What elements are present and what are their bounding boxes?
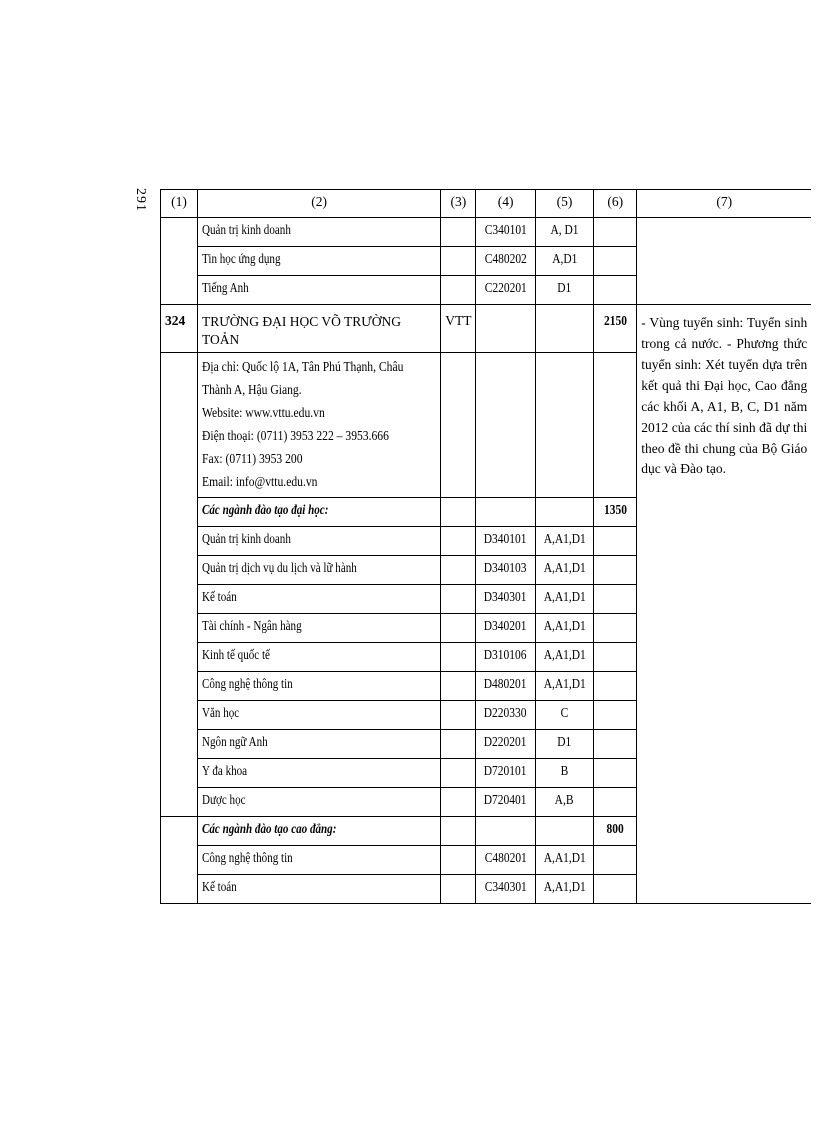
major-code: D340201	[484, 618, 527, 634]
school-row	[161, 305, 812, 353]
major-code: D340301	[484, 589, 527, 605]
header-col-5: (5)	[535, 190, 594, 218]
major-code: C340101	[484, 222, 527, 237]
major-code: C340301	[484, 879, 527, 895]
website-text: Website: www.vttu.edu.vn	[202, 405, 325, 421]
header-col-3: (3)	[441, 190, 476, 218]
subject-group: D1	[557, 280, 572, 295]
major-code: D220330	[484, 705, 527, 721]
school-quota: 2150	[603, 313, 627, 328]
admissions-table	[160, 189, 811, 904]
table-header-row	[161, 190, 812, 218]
email-text: Email: info@vttu.edu.vn	[202, 474, 318, 490]
address-line: Thành A, Hậu Giang.	[202, 382, 302, 398]
subject-group: A, D1	[550, 222, 579, 237]
major-name: Công nghệ thông tin	[202, 676, 293, 692]
major-name: Quản trị kinh doanh	[202, 222, 291, 237]
university-section-title: Các ngành đào tạo đại học:	[202, 502, 329, 518]
college-quota: 800	[606, 821, 624, 837]
subject-group: A,A1,D1	[543, 618, 586, 634]
header-col-4: (4)	[476, 190, 535, 218]
major-code: C480202	[484, 251, 527, 266]
major-code: D340103	[484, 560, 527, 576]
subject-group: A,A1,D1	[543, 676, 586, 692]
blank-cell	[637, 218, 812, 305]
subject-group: D1	[557, 734, 572, 750]
subject-group: A,A1,D1	[543, 589, 586, 605]
subject-group: A,A1,D1	[543, 850, 586, 866]
major-name: Tài chính - Ngân hàng	[202, 618, 302, 634]
blank-cell	[161, 353, 198, 817]
blank-cell	[161, 218, 198, 305]
major-code: D720101	[484, 763, 527, 779]
school-name: TRƯỜNG ĐẠI HỌC VÕ TRƯỜNG TOẢN	[202, 314, 401, 348]
major-code: D720401	[484, 792, 527, 808]
blank-cell	[161, 817, 198, 904]
major-name: Quản trị kinh doanh	[202, 531, 291, 547]
subject-group: A,A1,D1	[543, 560, 586, 576]
major-name: Kế toán	[202, 879, 237, 895]
subject-group: C	[560, 705, 569, 721]
major-name: Tiếng Anh	[202, 280, 249, 295]
major-name: Quản trị dịch vụ du lịch và lữ hành	[202, 560, 357, 576]
subject-group: B	[560, 763, 569, 779]
header-col-2: (2)	[198, 190, 441, 218]
major-name: Văn học	[202, 705, 240, 721]
major-name: Tin học ứng dụng	[202, 251, 281, 266]
subject-group: A,B	[555, 792, 574, 808]
major-name: Kế toán	[202, 589, 237, 605]
university-quota: 1350	[603, 502, 627, 518]
page-number: 291	[133, 188, 148, 212]
major-name: Kinh tế quốc tế	[202, 647, 270, 663]
major-code: D220201	[484, 734, 527, 750]
address-line: Địa chỉ: Quốc lộ 1A, Tân Phú Thạnh, Châu	[202, 359, 404, 375]
header-col-7: (7)	[637, 190, 812, 218]
table-row	[161, 218, 812, 247]
school-symbol: VTT	[441, 305, 476, 353]
school-number: 324	[161, 305, 198, 353]
major-code: C220201	[484, 280, 527, 295]
subject-group: A,A1,D1	[543, 647, 586, 663]
subject-group: A,A1,D1	[543, 531, 586, 547]
major-code: D480201	[484, 676, 527, 692]
header-col-6: (6)	[594, 190, 637, 218]
major-code: C480201	[484, 850, 527, 866]
major-code: D340101	[484, 531, 527, 547]
major-name: Công nghệ thông tin	[202, 850, 293, 866]
major-name: Ngôn ngữ Anh	[202, 734, 268, 750]
major-name: Y đa khoa	[202, 763, 248, 779]
major-name: Dược học	[202, 792, 246, 808]
fax-text: Fax: (0711) 3953 200	[202, 451, 303, 467]
admission-note: - Vùng tuyển sinh: Tuyển sinh trong cả nước. - Phương thức tuyển sinh: Xét tuyển dựa trên kết quả thi Đại học, Cao đẳng các khối A, A1, B, C, D1 năm 2012 của các thí sinh đã dự thi theo đề thi chung của Bộ Giáo dục và Đào tạo.	[641, 315, 808, 477]
college-section-title: Các ngành đào tạo cao đẳng:	[202, 821, 337, 837]
subject-group: A,A1,D1	[543, 879, 586, 895]
phone-text: Điện thoại: (0711) 3953 222 – 3953.666	[202, 428, 389, 444]
major-code: D310106	[484, 647, 527, 663]
subject-group: A,D1	[551, 251, 578, 266]
header-col-1: (1)	[161, 190, 198, 218]
